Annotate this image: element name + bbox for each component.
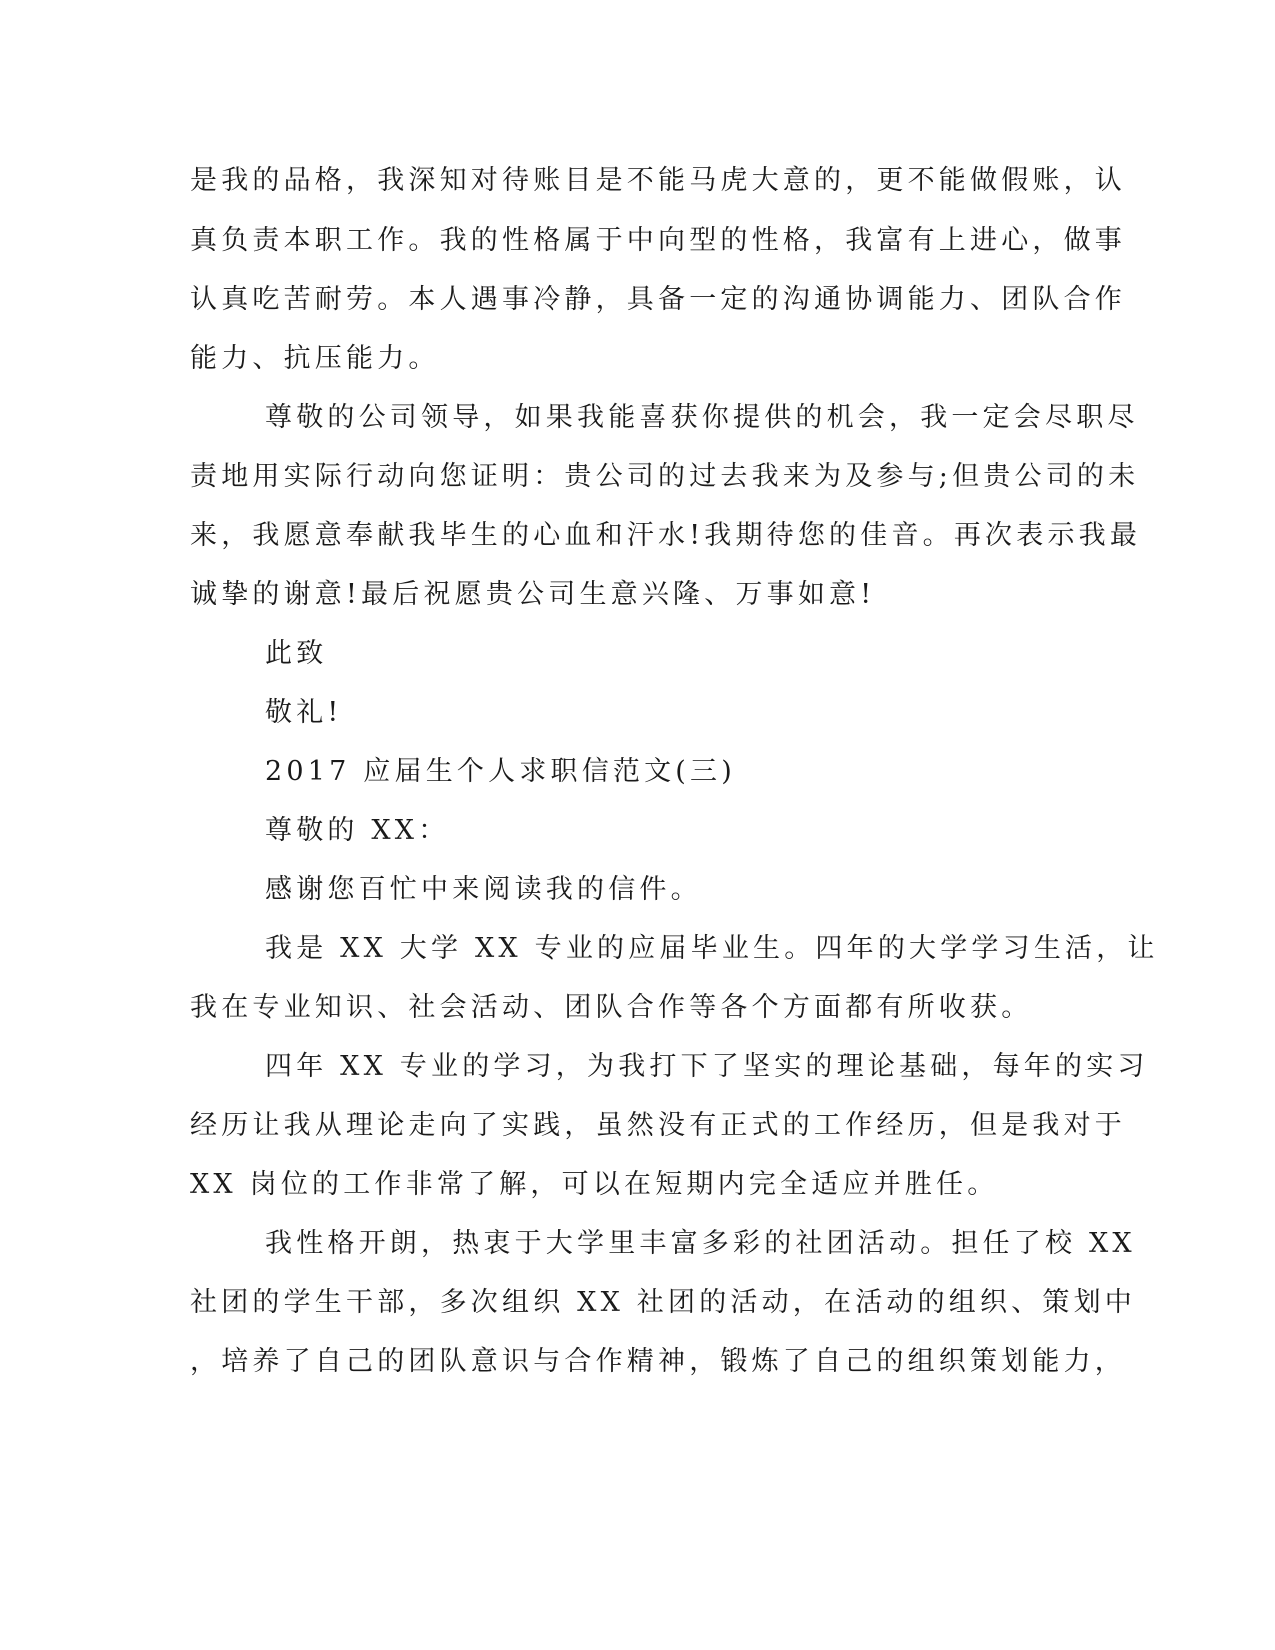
text-line: 四年 XX 专业的学习，为我打下了坚实的理论基础，每年的实习 (265, 1051, 1149, 1082)
text-line: 真负责本职工作。我的性格属于中向型的性格，我富有上进心，做事 (190, 225, 1126, 256)
text-line: 是我的品格，我深知对待账目是不能马虎大意的，更不能做假账，认 (190, 165, 1126, 196)
text-line: 感谢您百忙中来阅读我的信件。 (265, 874, 702, 905)
text-line: ，培养了自己的团队意识与合作精神，锻炼了自己的组织策划能力， (190, 1346, 1126, 1377)
closing-regards: 敬礼! (265, 697, 343, 728)
text-line: 我是 XX 大学 XX 专业的应届毕业生。四年的大学学习生活，让 (265, 933, 1159, 964)
text-line: 社团的学生干部，多次组织 XX 社团的活动，在活动的组织、策划中 (190, 1287, 1137, 1318)
text-line: XX 岗位的工作非常了解，可以在短期内完全适应并胜任。 (190, 1169, 999, 1200)
letter-greeting: 尊敬的 XX： (265, 815, 450, 846)
text-line: 经历让我从理论走向了实践，虽然没有正式的工作经历，但是我对于 (190, 1110, 1126, 1141)
text-line: 认真吃苦耐劳。本人遇事冷静，具备一定的沟通协调能力、团队合作 (190, 284, 1126, 315)
section-heading: 2017 应届生个人求职信范文(三) (265, 756, 736, 787)
text-line: 尊敬的公司领导，如果我能喜获你提供的机会，我一定会尽职尽 (265, 402, 1139, 433)
text-line: 我性格开朗，热衷于大学里丰富多彩的社团活动。担任了校 XX (265, 1228, 1136, 1259)
closing-salutation: 此致 (265, 638, 328, 669)
text-line: 诚挚的谢意!最后祝愿贵公司生意兴隆、万事如意! (190, 579, 876, 610)
text-line: 责地用实际行动向您证明：贵公司的过去我来为及参与;但贵公司的未 (190, 461, 1140, 492)
text-line: 来，我愿意奉献我毕生的心血和汗水!我期待您的佳音。再次表示我最 (190, 520, 1142, 551)
text-line: 我在专业知识、社会活动、团队合作等各个方面都有所收获。 (190, 992, 1033, 1023)
text-line: 能力、抗压能力。 (190, 343, 440, 374)
